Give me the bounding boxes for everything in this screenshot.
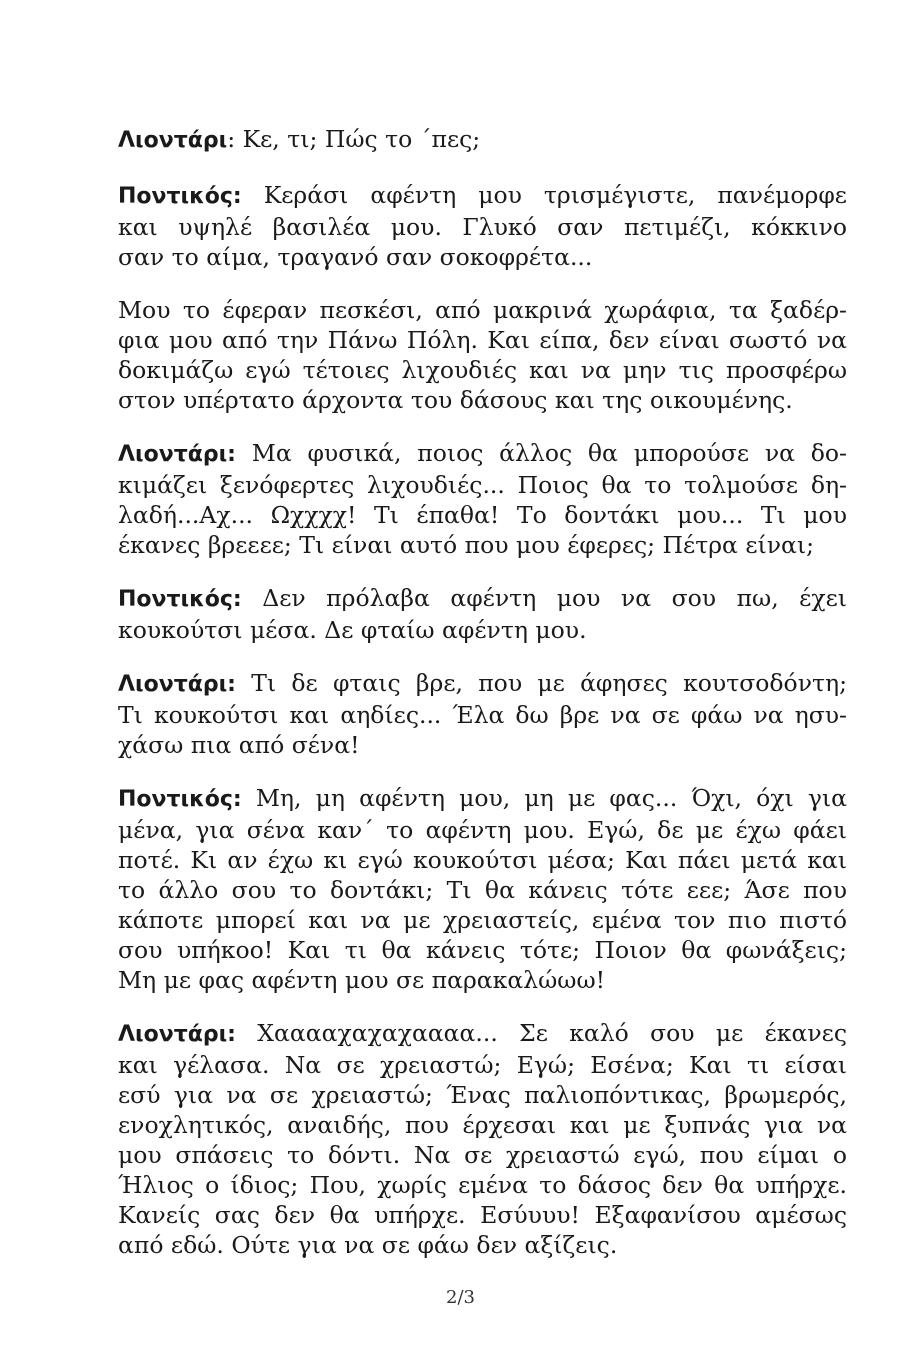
dialogue-paragraph	[118, 1018, 847, 1260]
line-text: εσύ για να σε χρειαστώ; Ένας παλιοπόντικας, βρωμερός,	[118, 1081, 847, 1109]
text-line	[118, 700, 847, 730]
line-text: σου υπήκοο! Και τι θα κάνεις τότε; Ποιον θα φωνάξεις;	[118, 936, 847, 964]
text-line	[118, 730, 847, 760]
text-line	[118, 530, 847, 560]
text-line	[118, 1080, 847, 1110]
line-text: κιμάζει ξενόφερτες λιχουδιές... Ποιος θα το τολμούσε δη-	[118, 471, 847, 499]
line-text: Μα φυσικά, ποιος άλλος θα μπορούσε να δο-	[251, 439, 847, 467]
dialogue-paragraph	[118, 438, 847, 560]
line-text: ποτέ. Κι αν έχω κι εγώ κουκούτσι μέσα; Και πάει μετά και	[118, 846, 847, 874]
line-text: ενοχλητικός, αναιδής, που έρχεσαι και με ξυπνάς για να	[118, 1111, 847, 1139]
text-line	[118, 905, 847, 935]
dialogue-paragraph	[118, 583, 847, 645]
dialogue-paragraph	[118, 783, 847, 995]
text-line	[118, 355, 847, 385]
line-text: Κεράσι αφέντη μου τρισμέγιστε, πανέμορφε	[263, 181, 847, 209]
text-line	[118, 500, 847, 530]
text-line	[118, 212, 847, 242]
line-text: δοκιμάζω εγώ τέτοιες λιχουδιές και να μην τις προσφέρω	[118, 356, 847, 384]
line-text: Μη με φας αφέντη μου σε παρακαλώωω!	[118, 966, 606, 994]
dialogue-paragraph	[118, 124, 847, 156]
text-line	[118, 1018, 847, 1050]
dialogue-paragraph	[118, 295, 847, 415]
text-line	[118, 385, 847, 415]
text-line	[118, 583, 847, 615]
text-line	[118, 965, 847, 995]
line-text: στον υπέρτατο άρχοντα του δάσους και της οικουμένης.	[118, 386, 793, 414]
line-text: Κανείς σας δεν θα υπήρχε. Εσύυυυ! Εξαφανίσου αμέσως	[118, 1201, 847, 1229]
line-text: Τι δε φταις βρε, που με άφησες κουτσοδόντη;	[251, 669, 847, 697]
speaker-name: Ποντικός:	[118, 184, 242, 209]
line-text: μένα, για σένα καν΄ το αφέντη μου. Εγώ, δε με έχω φάει	[118, 816, 847, 844]
speaker-name: Λιοντάρι	[118, 128, 228, 153]
text-line	[118, 325, 847, 355]
page-number: 2/3	[446, 1287, 475, 1308]
line-text: κουκούτσι μέσα. Δε φταίω αφέντη μου.	[118, 616, 587, 644]
line-text: και γέλασα. Να σε χρειαστώ; Εγώ; Εσένα; Και τι είσαι	[118, 1051, 847, 1079]
speaker-name: Λιοντάρι:	[118, 442, 236, 467]
line-text: κάποτε μπορεί και να με χρειαστείς, εμένα τον πιο πιστό	[118, 906, 847, 934]
line-text: μου σπάσεις το δόντι. Να σε χρειαστώ εγώ, που είμαι ο	[118, 1141, 847, 1169]
dialogue-paragraph	[118, 180, 847, 272]
speaker-name: Λιοντάρι:	[118, 1022, 236, 1047]
line-text: λαδή...Αχ... Ωχχχχ! Τι έπαθα! Το δοντάκι μου... Τι μου	[118, 501, 847, 529]
line-text: Ήλιος ο ίδιος; Που, χωρίς εμένα το δάσος δεν θα υπήρχε.	[118, 1171, 847, 1199]
text-line: Λιοντάρι: Κε, τι; Πώς το ΄πες;	[118, 125, 481, 153]
line-text: Χααααχαχαχαααα... Σε καλό σου με έκανες	[257, 1019, 847, 1047]
text-line	[118, 1170, 847, 1200]
line-text: από εδώ. Ούτε για να σε φάω δεν αξίζεις.	[118, 1231, 618, 1259]
text-line	[118, 180, 847, 212]
text-line	[118, 615, 847, 645]
dialogue-paragraph	[118, 668, 847, 760]
line-text: έκανες βρεεεε; Τι είναι αυτό που μου έφερες; Πέτρα είναι;	[118, 531, 815, 559]
line-text: το άλλο σου το δοντάκι; Τι θα κάνεις τότε εεε; Άσε που	[118, 876, 847, 904]
line-text: Μη, μη αφέντη μου, μη με φας... Όχι, όχι για	[255, 784, 847, 812]
line-text: Μου το έφεραν πεσκέσι, από μακρινά χωράφια, τα ξαδέρ-	[118, 296, 847, 324]
line-text: σαν το αίμα, τραγανό σαν σοκοφρέτα...	[118, 243, 593, 271]
text-line	[118, 875, 847, 905]
text-line	[118, 1140, 847, 1170]
text-line	[118, 815, 847, 845]
line-text: Δεν πρόλαβα αφέντη μου να σου πω, έχει	[262, 584, 847, 612]
text-line	[118, 1230, 847, 1260]
speaker-name: Ποντικός:	[118, 587, 242, 612]
text-line	[118, 1110, 847, 1140]
speaker-name: Ποντικός:	[118, 787, 242, 812]
text-line	[118, 1200, 847, 1230]
line-text: Τι κουκούτσι και αηδίες... Έλα δω βρε να σε φάω να ησυ-	[118, 701, 847, 729]
text-line	[118, 935, 847, 965]
line-text: φια μου από την Πάνω Πόλη. Και είπα, δεν είναι σωστό να	[118, 326, 847, 354]
text-line	[118, 668, 847, 700]
line-text: και υψηλέ βασιλέα μου. Γλυκό σαν πετιμέζι, κόκκινο	[118, 213, 847, 241]
line-text: Κε, τι; Πώς το ΄πες;	[242, 125, 481, 153]
text-line	[118, 783, 847, 815]
text-line	[118, 438, 847, 470]
text-line	[118, 845, 847, 875]
speaker-name: Λιοντάρι:	[118, 672, 236, 697]
dialogue-text	[118, 124, 847, 1283]
text-line	[118, 1050, 847, 1080]
line-text: χάσω πια από σένα!	[118, 731, 360, 759]
text-line	[118, 242, 847, 272]
text-line	[118, 295, 847, 325]
text-line	[118, 470, 847, 500]
